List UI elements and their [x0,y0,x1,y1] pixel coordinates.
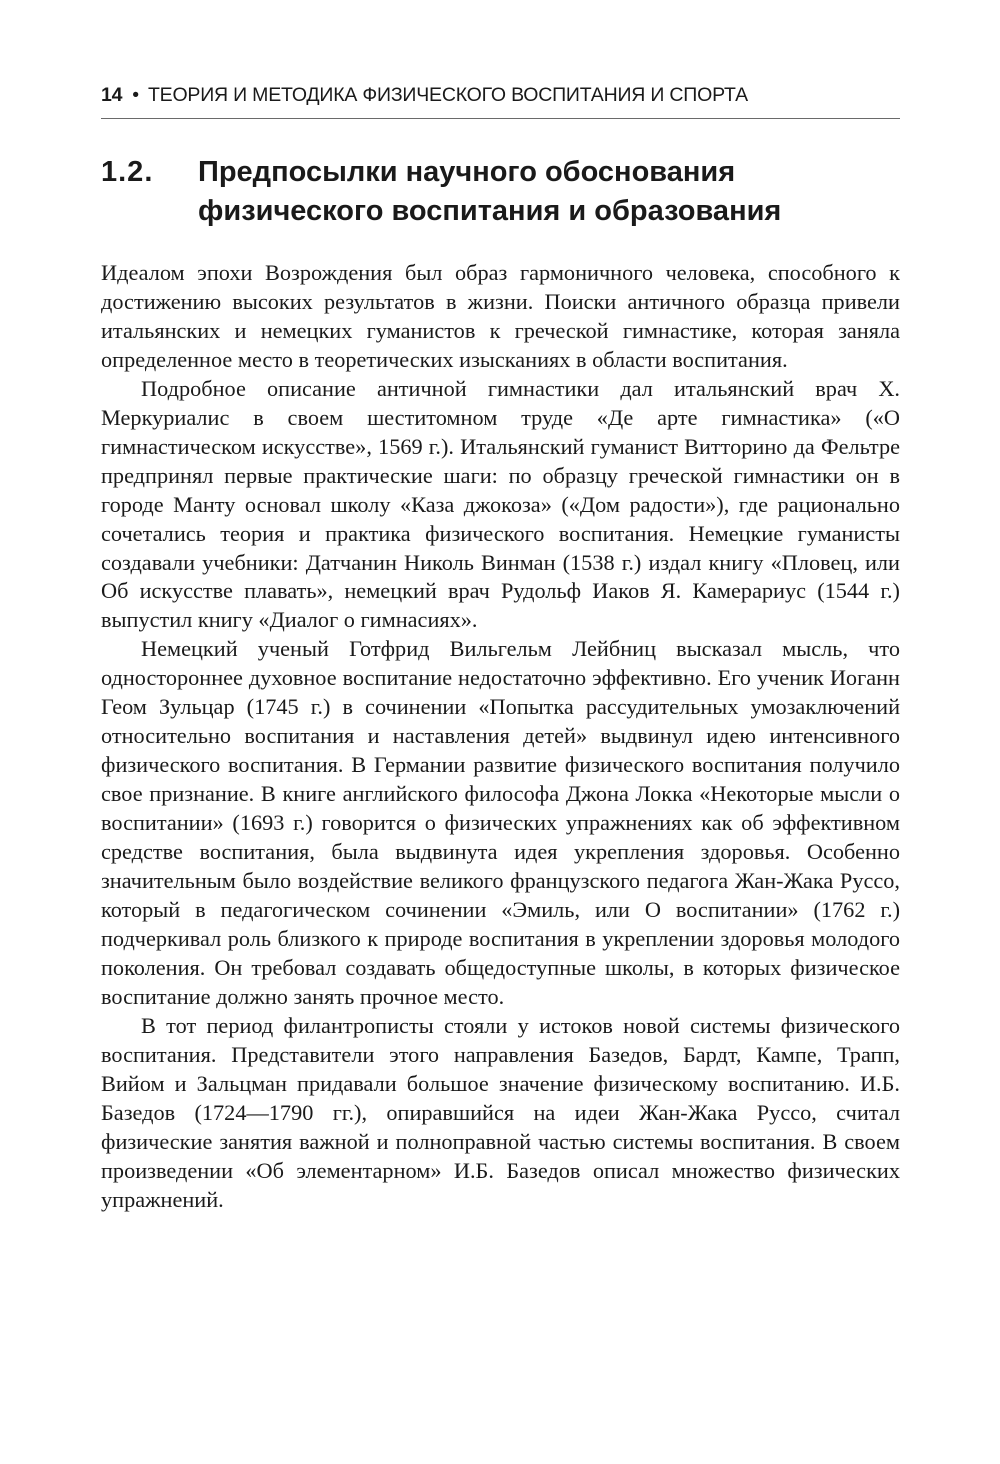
book-title: ТЕОРИЯ И МЕТОДИКА ФИЗИЧЕСКОГО ВОСПИТАНИЯ И СПОРТА [147,84,748,106]
body-text [101,259,900,1214]
running-header [101,84,900,107]
header-rule [101,118,900,119]
paragraph: Немецкий ученый Готфрид Вильгельм Лейбниц высказал мысль, что одностороннее духовное воспитание недостаточно эффективно. Его ученик Иоганн Геом Зульцар (1745 г.) в сочинении «Попытка рассудительных умозаключений относительно воспитания и наставления детей» выдвинул идею интенсивного физического воспитания. В Германии развитие физического воспитания получило свое признание. В книге английского философа Джона Локка «Некоторые мысли о воспитании» (1693 г.) говорится о физических упражнениях как об эффективном средстве воспитания, была выдвинута идея укрепления здоровья. Особенно значительным было воздействие великого французского педагога Жан-Жака Руссо, который в педагогическом сочинении «Эмиль, или О воспитании» (1762 г.) подчеркивал роль близкого к природе воспитания в укреплении здоровья молодого поколения. Он требовал создавать общедоступные школы, в которых физическое воспитание должно занять прочное место. [101,636,900,1009]
paragraph: В тот период филантрописты стояли у истоков новой системы физического воспитания. Представители этого направления Базедов, Бардт, Кампе, Трапп, Вийом и Зальцман придавали большое значение физическому воспитанию. И.Б. Базедов (1724—1790 гг.), опиравшийся на идеи Жан-Жака Руссо, считал физические занятия важной и полноправной частью системы воспитания. В своем произведении «Об элементарном» И.Б. Базедов описал множество физических упражнений. [101,1012,900,1212]
section-title-line-1: Предпосылки научного обоснования [198,156,736,188]
paragraph: Идеалом эпохи Возрождения был образ гармоничного человека, способного к достижению высоких результатов в жизни. Поиски античного образца привели итальянских и немецких гуманистов к греческой гимнастике, которая заняла определенное место в теоретических изысканиях в области воспитания. [101,260,900,372]
paragraph: Подробное описание античной гимнастики дал итальянский врач Х. Меркуриалис в своем шеститомном труде «Де арте гимнастика» («О гимнастическом искусстве», 1569 г.). Итальянский гуманист Витторино да Фельтре предпринял первые практические шаги: по образцу греческой гимнастики он в городе Манту основал школу «Каза джокоза» («Дом радости»), где рационально сочетались теория и практика физического воспитания. Немецкие гуманисты создавали учебники: Датчанин Николь Винман (1538 г.) издал книгу «Пловец, или Об искусстве плавать», немецкий врач Рудольф Иаков Я. Камерариус (1544 г.) выпустил книгу «Диалог о гимнасиях». [101,375,900,633]
section-number: 1.2. [101,156,154,188]
header-bullet: • [132,84,139,106]
section-heading [101,153,900,231]
section-title-line-2: физического воспитания и образования [198,195,782,227]
page-number: 14 [101,84,123,106]
